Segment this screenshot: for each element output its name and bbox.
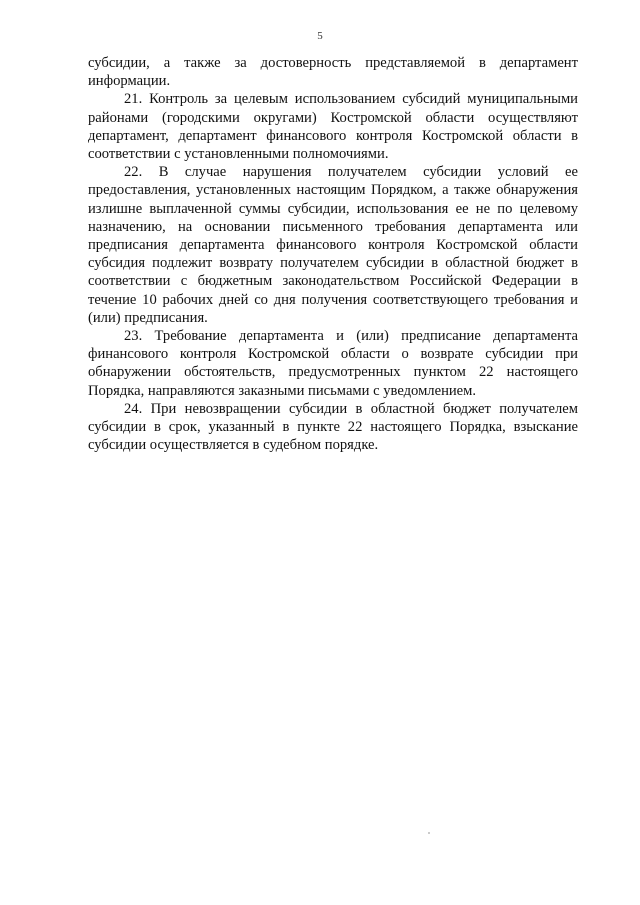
- paragraph-22: 22. В случае нарушения получателем субсидии условий ее предоставления, установленных настоящим Порядком, а также обнаружения излишне выплаченной суммы субсидии, использования ее не по целевому назначению, на основании письменного требования департамента или предписания департамента финансового контроля Костромской области субсидия подлежит возврату получателем субсидии в областной бюджет в соответствии с бюджетным законодательством Российской Федерации в течение 10 рабочих дней со дня получения соответствующего требования и (или) предписания.: [88, 164, 578, 326]
- paragraph-continuation: субсидии, а также за достоверность представляемой в департамент информации.: [88, 55, 578, 90]
- paragraph-23: 23. Требование департамента и (или) предписание департамента финансового контроля Костромской области о возврате субсидии при обнаружении обстоятельств, предусмотренных пунктом 22 настоящего Порядка, направляются заказными письмами с уведомлением.: [88, 328, 578, 399]
- scan-speck: [428, 832, 430, 834]
- paragraph-21: 21. Контроль за целевым использованием субсидий муниципальными районами (городскими округами) Костромской области осуществляют департамент, департамент финансового контроля Костромской области в соответствии с установленными полномочиями.: [88, 91, 578, 163]
- page-number: 5: [317, 30, 323, 42]
- paragraph-24: 24. При невозвращении субсидии в областной бюджет получателем субсидии в срок, указанный в пункте 22 настоящего Порядка, взыскание субсидии осуществляется в судебном порядке.: [88, 400, 578, 454]
- document-body: [88, 54, 578, 454]
